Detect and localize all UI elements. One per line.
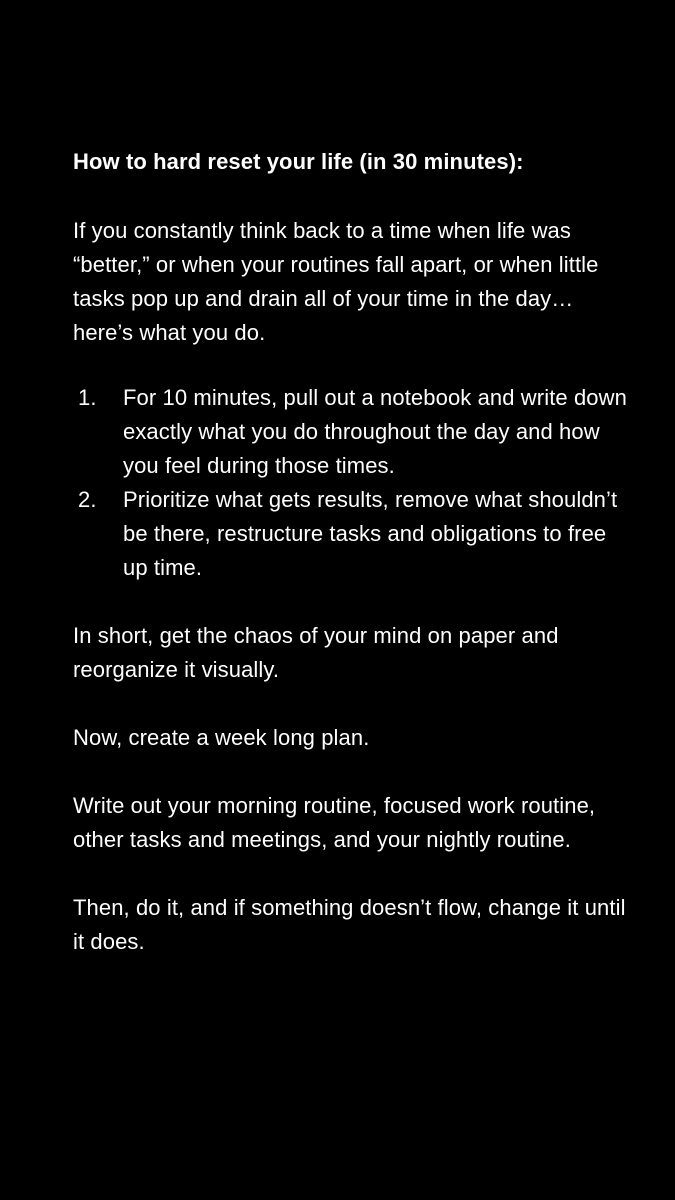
numbered-list <box>73 381 633 585</box>
note-body <box>73 143 633 959</box>
list-item-number: 2. <box>78 487 97 512</box>
list-item-number: 1. <box>78 385 97 410</box>
list-item <box>73 483 633 585</box>
summary-paragraph: In short, get the chaos of your mind on paper and reorganize it visually. <box>73 623 559 682</box>
list-item-text: Prioritize what gets results, remove what shouldn’t be there, restructure tasks and obligations to free up time. <box>123 487 618 580</box>
plan-paragraph: Now, create a week long plan. <box>73 725 370 750</box>
note-intro-paragraph: If you constantly think back to a time when life was “better,” or when your routines fall apart, or when little tasks pop up and drain all of your time in the day… here’s what you do. <box>73 218 599 345</box>
list-item <box>73 381 633 483</box>
closing-paragraph: Then, do it, and if something doesn’t flow, change it until it does. <box>73 895 626 954</box>
list-item-text: For 10 minutes, pull out a notebook and write down exactly what you do throughout the day and how you feel during those times. <box>123 385 627 478</box>
routine-paragraph: Write out your morning routine, focused work routine, other tasks and meetings, and your nightly routine. <box>73 793 596 852</box>
note-title: How to hard reset your life (in 30 minutes): <box>73 149 524 174</box>
